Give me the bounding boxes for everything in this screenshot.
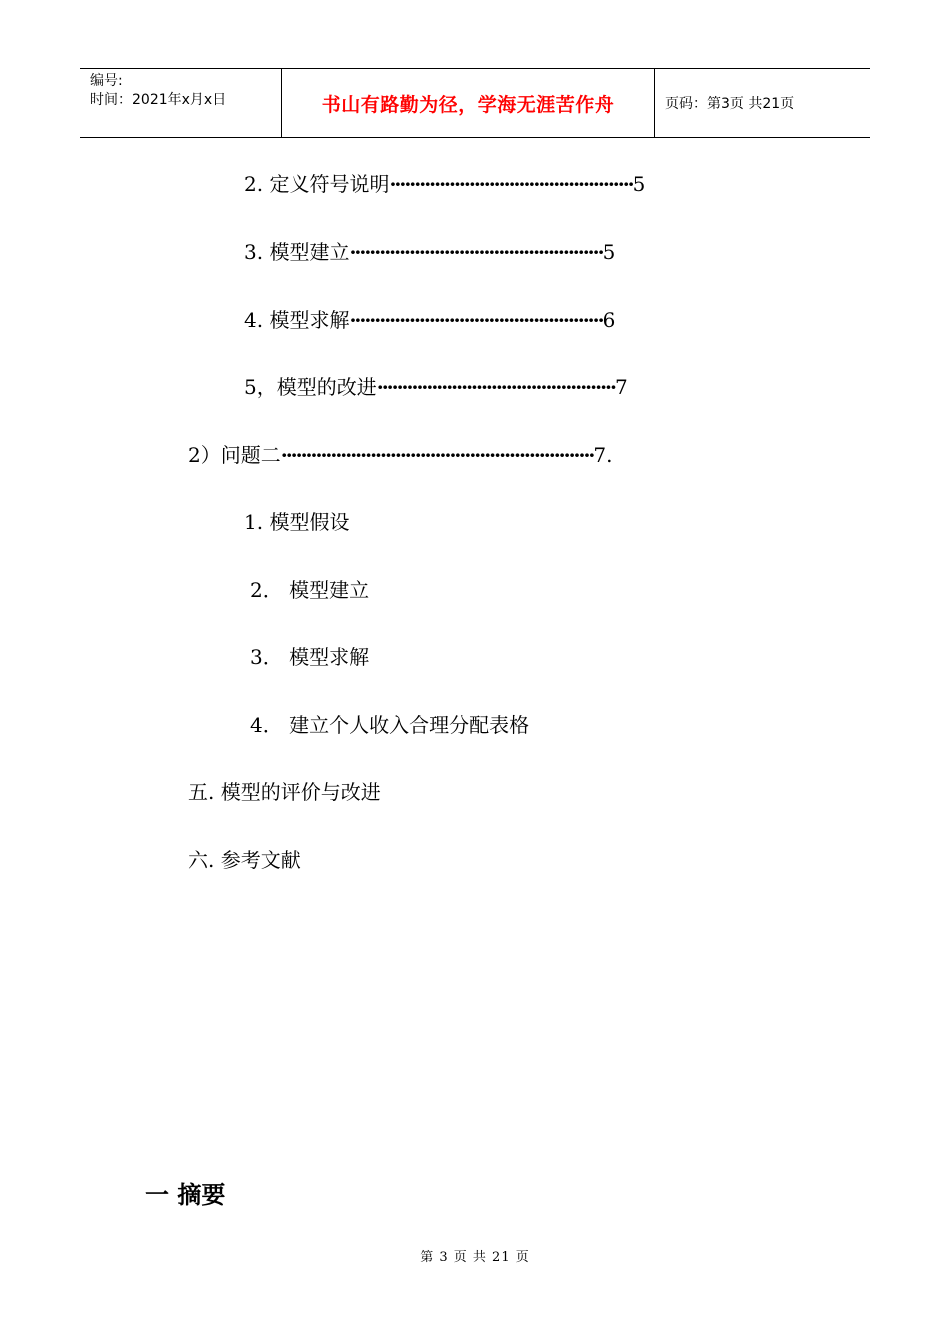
toc-entry[interactable] <box>244 308 615 332</box>
page-header <box>80 68 870 138</box>
toc-entry-title: 2． 模型建立 <box>250 578 370 602</box>
toc-entry-title: 3. 模型建立 <box>244 240 350 264</box>
toc-entry[interactable] <box>244 375 628 399</box>
toc-entry-title: 2. 定义符号说明 <box>244 172 390 196</box>
abstract-heading: 一 摘要 <box>145 1181 226 1209</box>
toc-entry[interactable] <box>188 443 613 467</box>
toc-entry-title: 2）问题二 <box>188 443 281 467</box>
header-page-cell <box>655 69 870 137</box>
page-code-text: 页码：第3页 共21页 <box>665 96 795 112</box>
toc-entry[interactable] <box>244 240 615 264</box>
toc-entry-page: 5 <box>602 240 616 264</box>
page-footer: 第 3 页 共 21 页 <box>420 1250 530 1265</box>
toc-entry-title: 4. 模型求解 <box>244 308 350 332</box>
toc-entry-leader: ··················································· <box>349 308 603 332</box>
toc-entry-leader: ······························································· <box>280 443 594 467</box>
motto-text: 书山有路勤为径，学海无涯苦作舟 <box>321 93 615 116</box>
header-meta-cell <box>80 69 282 137</box>
toc-entry[interactable] <box>188 848 301 872</box>
toc-entry[interactable] <box>188 780 381 804</box>
toc-entry-leader: ··················································· <box>349 240 603 264</box>
toc-entry-leader: ················································· <box>389 172 633 196</box>
toc-entry[interactable] <box>250 578 369 602</box>
toc-entry[interactable] <box>250 713 529 737</box>
toc-entry-page: 7. <box>593 443 613 467</box>
date-label: 时间：2021年x月x日 <box>90 92 227 108</box>
toc-entry[interactable] <box>244 172 645 196</box>
toc-entry-title: 六. 参考文献 <box>188 848 301 872</box>
toc-entry-title: 3． 模型求解 <box>250 645 370 669</box>
header-motto-cell <box>282 69 655 137</box>
serial-number-label: 编号: <box>90 73 123 89</box>
toc-entry-page: 7 <box>614 375 628 399</box>
toc-entry[interactable] <box>250 645 369 669</box>
toc-entry-title: 4． 建立个人收入合理分配表格 <box>250 713 530 737</box>
toc-entry-leader: ················································ <box>376 375 615 399</box>
toc-entry-title: 5，模型的改进 <box>244 375 377 399</box>
toc-entry-page: 6 <box>602 308 616 332</box>
toc-entry-title: 1. 模型假设 <box>244 510 350 534</box>
toc-entry[interactable] <box>244 510 349 534</box>
toc-entry-page: 5 <box>632 172 646 196</box>
toc-entry-title: 五. 模型的评价与改进 <box>188 780 381 804</box>
